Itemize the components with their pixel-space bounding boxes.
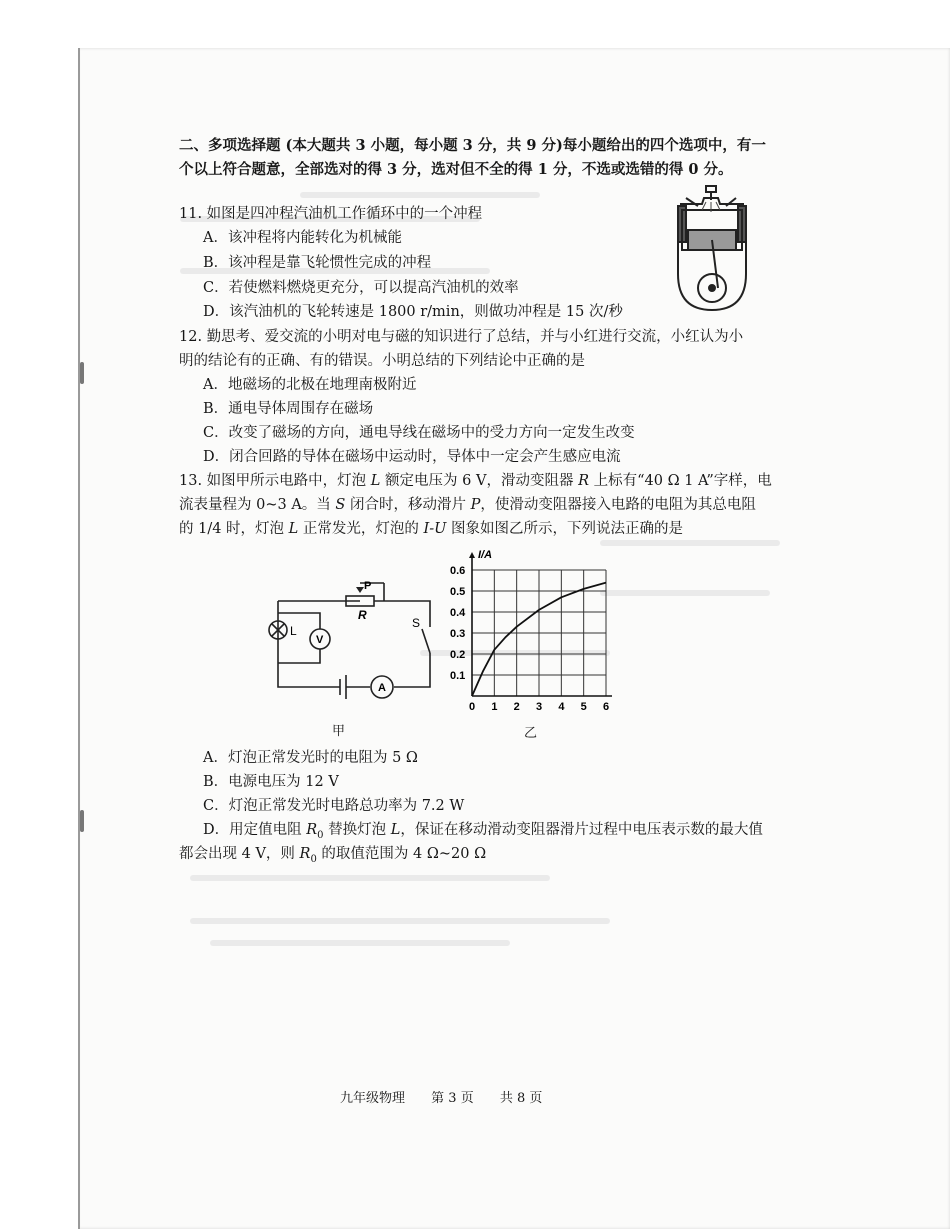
chart-y-tick-label: 0.1 — [450, 670, 466, 682]
chart-y-tick-label: 0.6 — [450, 565, 466, 577]
iu-chart — [444, 546, 620, 718]
q11-stem: 11. 如图是四冲程汽油机工作循环中的一个冲程 — [179, 206, 483, 222]
chart-y-arrow-icon — [469, 552, 475, 558]
circuit-label-r: R — [358, 608, 367, 622]
footer-total-pages: 共 8 页 — [499, 1091, 543, 1106]
bleed-through — [600, 540, 780, 546]
q13-stem-line3: 的 1/4 时，灯泡 L 正常发光，灯泡的 I-U 图象如图乙所示，下列说法正确的是 — [179, 521, 683, 537]
chart-x-tick-label: 0 — [469, 701, 476, 713]
engine-cylinder-figure — [672, 184, 752, 314]
q11-option-a: A．该冲程将内能转化为机械能 — [203, 230, 402, 246]
bleed-through — [600, 590, 770, 596]
chart-x-tick-label: 5 — [580, 701, 587, 713]
chart-axes — [469, 552, 612, 696]
staple — [80, 810, 84, 832]
chart-y-tick-label: 0.3 — [450, 628, 466, 640]
bleed-through — [190, 918, 610, 924]
q12-option-a: A．地磁场的北极在地理南极附近 — [203, 377, 417, 393]
chart-x-tick-label: 2 — [513, 701, 520, 713]
chart-y-tick-label: 0.4 — [450, 607, 466, 619]
section-header-line1: 二、多项选择题 (本大题共 3 小题，每小题 3 分，共 9 分)每小题给出的四个选项中，有一 — [179, 137, 766, 154]
chart-caption: 乙 — [524, 726, 538, 741]
circuit-label-s: S — [412, 616, 421, 630]
q11-option-d: D．该汽油机的飞轮转速是 1800 r/min，则做功冲程是 15 次/秒 — [203, 304, 623, 320]
q13-option-a: A．灯泡正常发光时的电阻为 5 Ω — [203, 750, 418, 766]
bleed-through — [210, 940, 510, 946]
circuit-label-l: L — [290, 624, 297, 638]
q12-option-c: C．改变了磁场的方向，通电导线在磁场中的受力方向一定发生改变 — [203, 425, 635, 441]
q13-stem-line1: 13. 如图甲所示电路中，灯泡 L 额定电压为 6 V，滑动变阻器 R 上标有“40 Ω 1 A”字样，电 — [179, 473, 772, 489]
circuit-diagram — [260, 575, 450, 705]
circuit-label-p: P — [364, 580, 372, 592]
q11-option-b: B．该冲程是靠飞轮惯性完成的冲程 — [203, 255, 432, 271]
q13-option-d-line1: D．用定值电阻 $R_0$ 替换灯泡 L，保证在移动滑动变阻器滑片过程中电压表示数的最大值 — [203, 822, 763, 841]
q13-stem-line2: 流表量程为 0~3 A。当 S 闭合时，移动滑片 P，使滑动变阻器接入电路的电阻为其总电阻 — [179, 497, 756, 513]
chart-x-tick-label: 3 — [536, 701, 543, 713]
circuit-label-a: A — [378, 682, 386, 694]
bleed-through — [300, 192, 540, 198]
chart-x-ticks — [469, 701, 609, 713]
chart-y-ticks — [450, 565, 466, 682]
circuit-label-v: V — [316, 634, 324, 646]
circuit-caption: 甲 — [332, 724, 346, 739]
staple — [80, 362, 84, 384]
q12-stem-line2: 明的结论有的正确、有的错误。小明总结的下列结论中正确的是 — [179, 353, 585, 369]
q12-option-d: D．闭合回路的导体在磁场中运动时，导体中一定会产生感应电流 — [203, 449, 621, 465]
q12-option-b: B．通电导体周围存在磁场 — [203, 401, 374, 417]
q13-option-b: B．电源电压为 12 V — [203, 774, 339, 790]
chart-x-tick-label: 4 — [558, 701, 565, 713]
q12-stem-line1: 12. 勤思考、爱交流的小明对电与磁的知识进行了总结，并与小红进行交流，小红认为小 — [179, 329, 744, 345]
slider-arrow-icon — [356, 587, 364, 593]
footer-page-number: 第 3 页 — [431, 1091, 474, 1106]
chart-y-tick-label: 0.2 — [450, 649, 466, 661]
chart-x-tick-label: 1 — [491, 701, 498, 713]
chart-y-tick-label: 0.5 — [450, 586, 466, 598]
q13-option-c: C．灯泡正常发光时电路总功率为 7.2 W — [203, 798, 465, 814]
q11-option-c: C．若使燃料燃烧更充分，可以提高汽油机的效率 — [203, 280, 519, 296]
page-footer — [340, 1087, 564, 1106]
bleed-through — [190, 875, 550, 881]
q13-option-d-line2: 都会出现 4 V，则 $R_0$ 的取值范围为 4 Ω~20 Ω — [179, 846, 487, 865]
chart-y-axis-label: I/A — [478, 549, 493, 561]
chart-x-tick-label: 6 — [603, 701, 610, 713]
section-header-line2: 个以上符合题意，全部选对的得 3 分，选对但不全的得 1 分，不选或选错的得 0 分。 — [179, 161, 733, 178]
footer-subject: 九年级物理 — [340, 1091, 406, 1106]
